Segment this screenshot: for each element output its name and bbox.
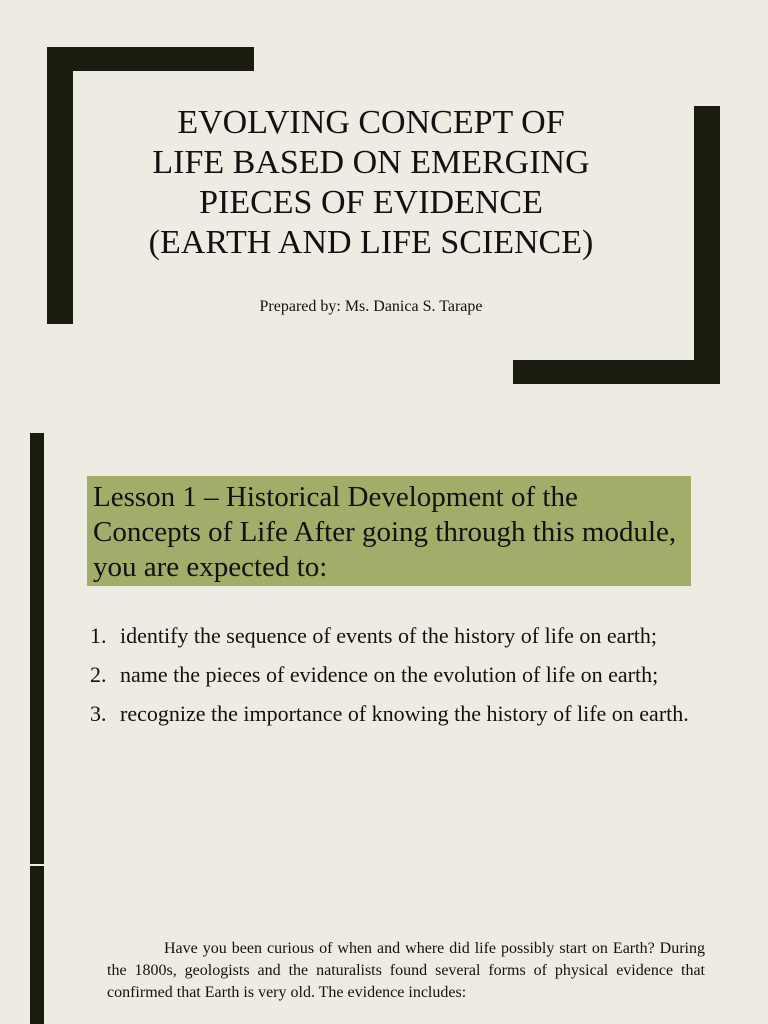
left-accent-rule-lower: [30, 866, 44, 1024]
list-item: [90, 621, 700, 650]
list-item-text: identify the sequence of events of the history of life on earth;: [120, 623, 657, 648]
title-line: PIECES OF EVIDENCE: [199, 184, 543, 221]
frame-bottom-right-vertical: [694, 106, 720, 384]
lesson-heading-box: [87, 476, 691, 586]
frame-top-left-vertical: [47, 47, 73, 324]
author-byline: Prepared by: Ms. Danica S. Tarape: [259, 298, 483, 315]
list-item-number: 1.: [90, 623, 107, 648]
list-item-text: name the pieces of evidence on the evolution of life on earth;: [120, 662, 659, 687]
lesson-heading: Lesson 1 – Historical Development of the Concepts of Life After going through this module, you are expected to:: [93, 481, 677, 583]
frame-top-left-horizontal: [47, 47, 254, 71]
list-item: [90, 699, 700, 728]
list-item-number: 2.: [90, 662, 107, 687]
objectives-list: [90, 621, 700, 738]
title-line: (EARTH AND LIFE SCIENCE): [148, 224, 594, 261]
left-accent-rule: [30, 433, 44, 864]
title-line: EVOLVING CONCEPT OF: [177, 104, 565, 141]
slide-title: [100, 103, 642, 263]
list-item: [90, 660, 700, 689]
list-item-text: recognize the importance of knowing the history of life on earth.: [120, 701, 689, 726]
title-line: LIFE BASED ON EMERGING: [152, 144, 590, 181]
frame-bottom-right-horizontal: [513, 360, 720, 384]
list-item-number: 3.: [90, 701, 107, 726]
intro-paragraph: Have you been curious of when and where did life possibly start on Earth? During the 1800s, geologists and the naturalists found several forms of physical evidence that confirmed that Earth is very old. The evidence includes:: [107, 940, 705, 1001]
